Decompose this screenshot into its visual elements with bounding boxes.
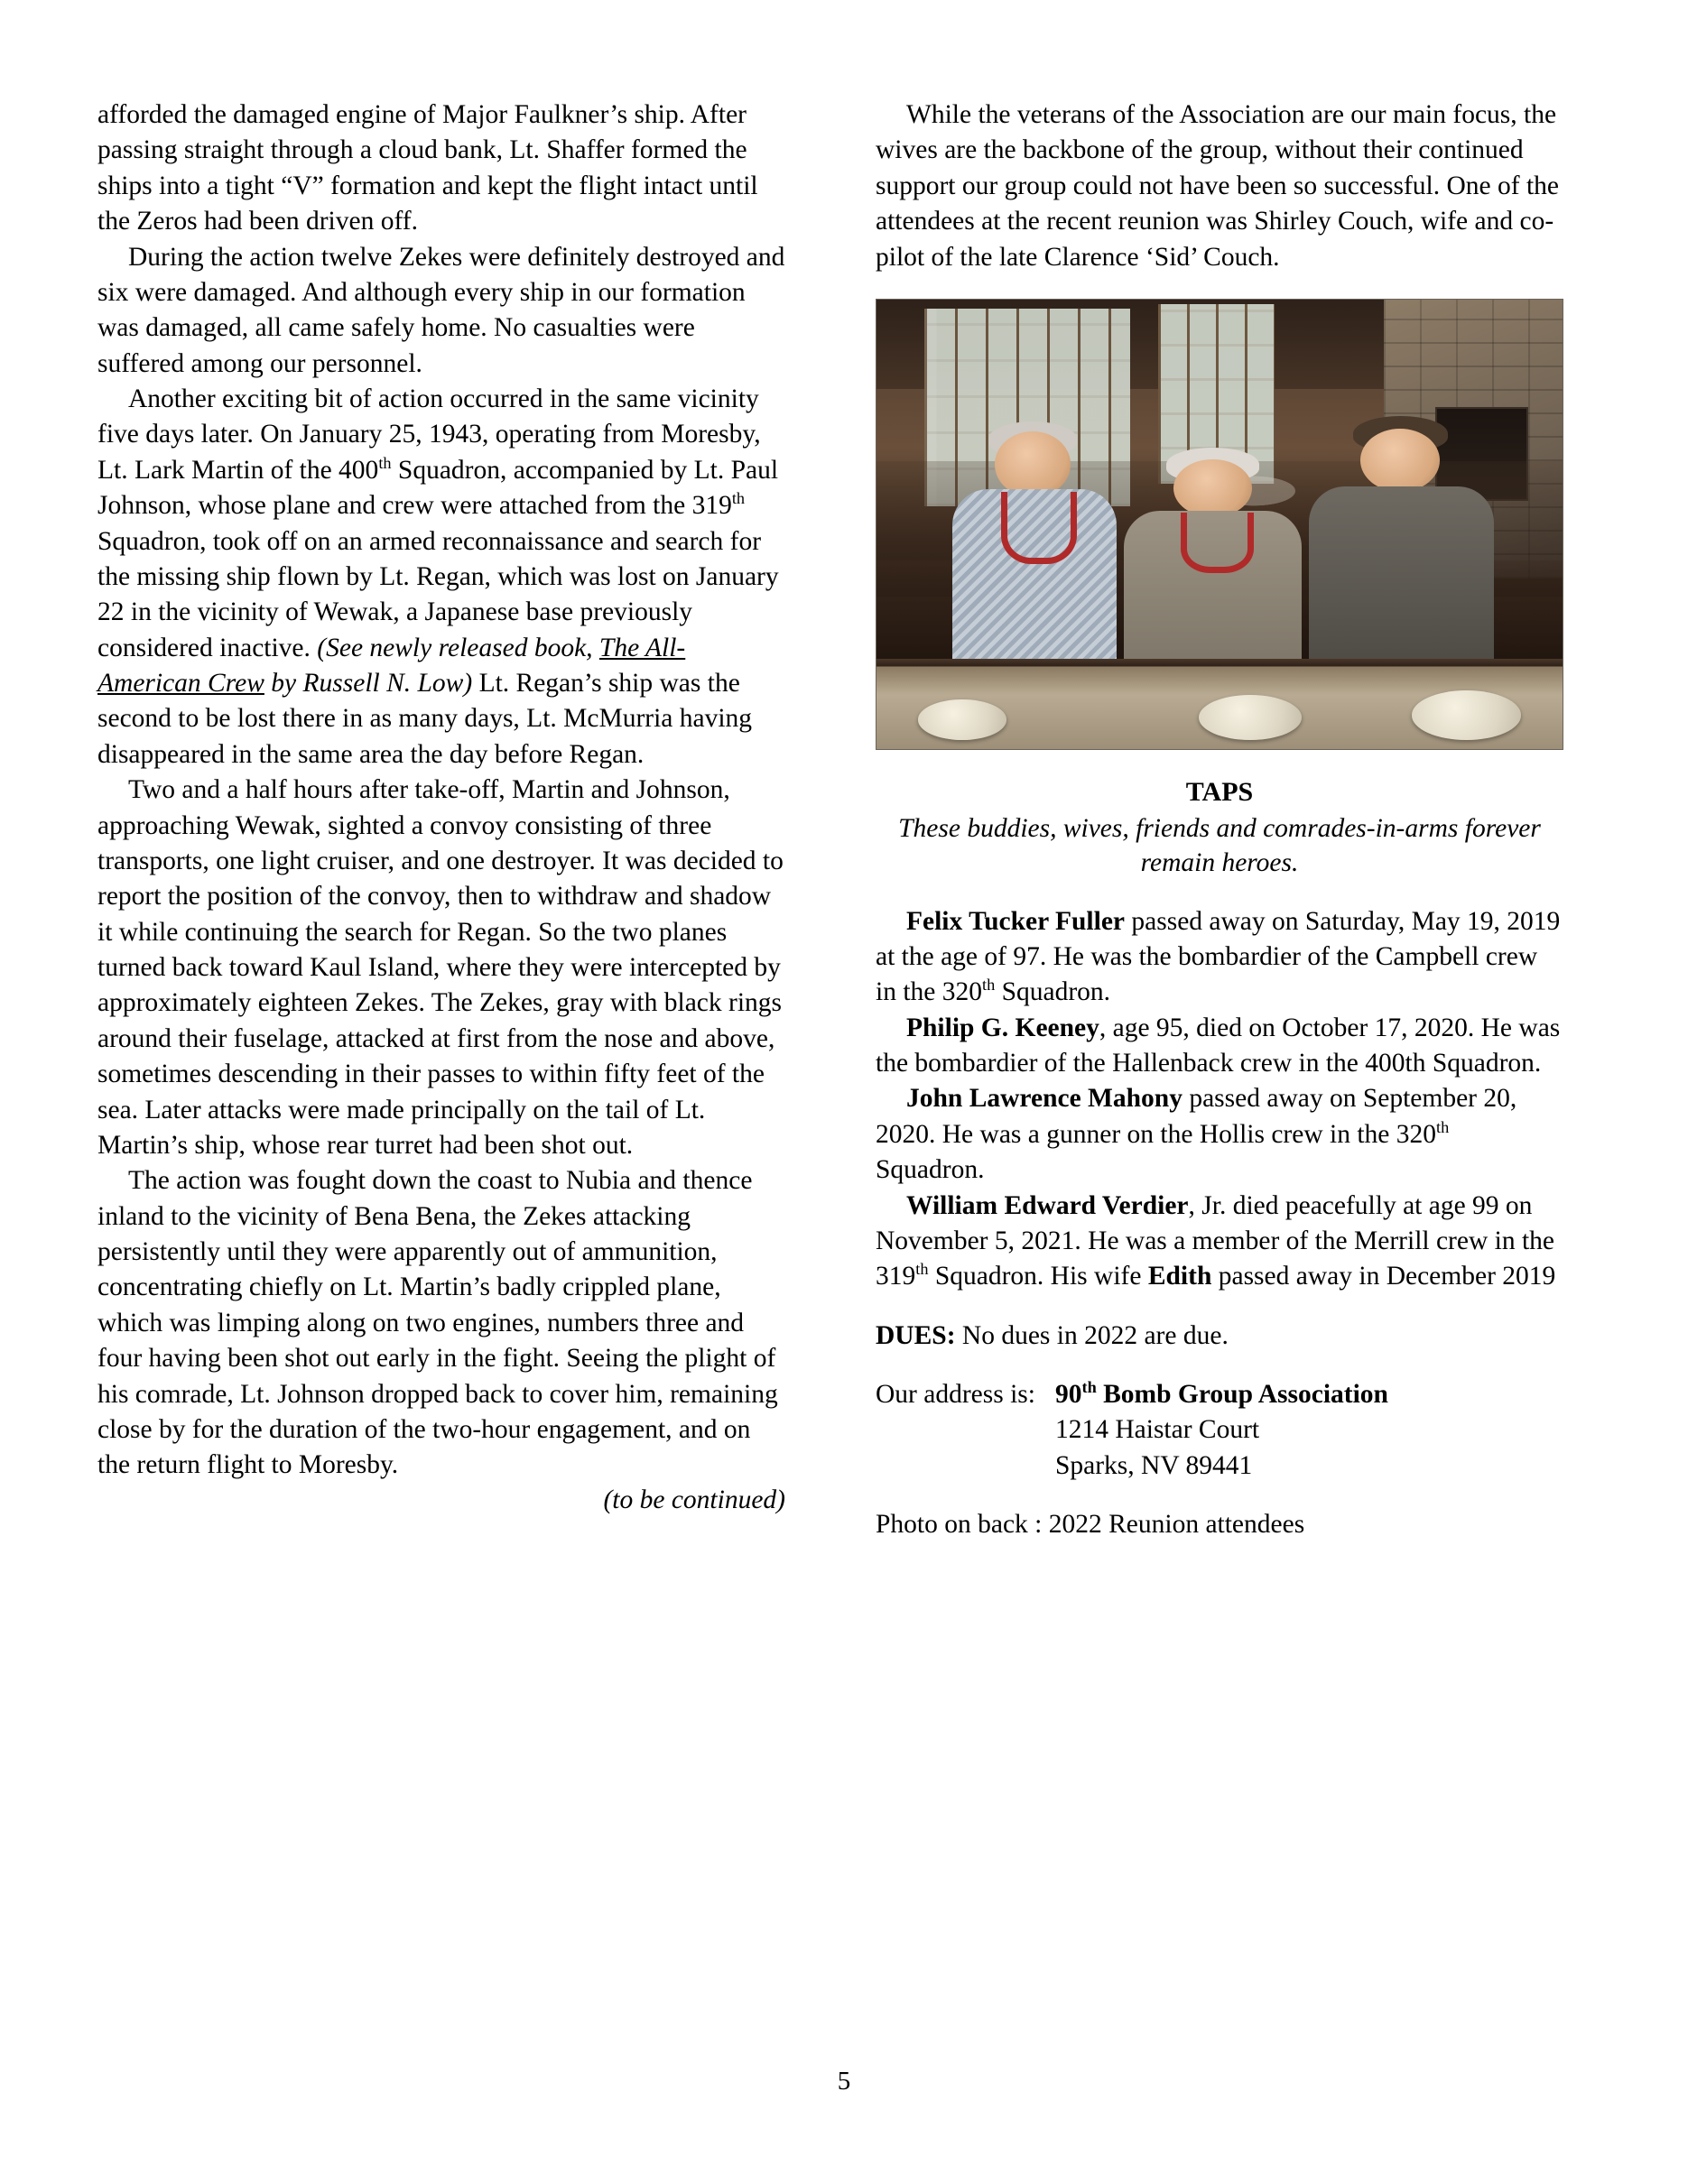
ordinal-suffix-319th: th [731,489,746,508]
paragraph-4-text: Two and a half hours after take-off, Martin and Johnson, approaching Wewak, sighted a convoy consisting of three transports, one light cruiser, and one destroyer. It was decided to report the position of the convoy, then to withdraw and shadow it while continuing the search for Regan. So the two planes turned back toward Kaul Island, where they were intercepted by approximately eighteen Zekes. The Zekes, gray with black rings around their fuselage, attacked at first from the nose and above, sometimes descending in their passes to within fifty feet of the sea. Later attacks were made principally on the tail of Lt. Martin’s ship, whose rear turret had been shot out. [97,775,784,1160]
taps-entry-3 [876,1081,1563,1188]
photo-person-right [1309,416,1494,668]
photo-person-left-head [995,431,1071,497]
taps-entry-3-text: passed away on September 20, 2020. He was a gunner on the Hollis crew in the 320 [876,1084,1517,1149]
taps-subtitle: These buddies, wives, friends and comrades-in-arms forever remain heroes. [898,813,1541,878]
spacer-4 [876,1484,1563,1507]
org-name-text: Bomb Group Association [1096,1380,1388,1410]
photo-person-center-head [1173,459,1252,518]
photo-plate-1 [918,699,1007,740]
paragraph-3-part-3: Squadron, took off on an armed reconnaissance and search for the missing ship flown by Lt. Regan, which was lost on January 22 in the vicinity of Wewak, a Japanese base previously considered inactive. [97,526,779,662]
taps-entry-3-ordinal: th [1436,1117,1450,1136]
taps-entry-4-text-mid: Squadron. His wife [928,1262,1148,1291]
dues-label: DUES: [876,1320,956,1350]
to-be-continued-note: (to be continued) [603,1485,785,1514]
paragraph-3 [97,382,785,773]
taps-entry-4 [876,1189,1563,1295]
reunion-photo [876,299,1563,750]
organization-name [1055,1377,1388,1412]
ordinal-suffix-400th: th [378,453,392,472]
taps-entry-1-ordinal: th [982,976,996,995]
right-text-column [876,97,1563,1542]
paragraph-4 [97,773,785,1163]
photo-person-left-lanyard [1001,492,1076,564]
taps-entry-1-text-end: Squadron. [995,977,1111,1007]
paragraph-3-part-4: Lt. Regan’s ship was the second to be lost there in as many days, Lt. McMurria having disappeared in the same area the day before Regan. [97,669,753,769]
taps-entry-2-text: , age 95, died on October 17, 2020. He was the bombardier of the Hallenback crew in the 400th Squadron. [876,1013,1561,1078]
address-street: 1214 Haistar Court [1054,1415,1260,1445]
paragraph-5-text: The action was fought down the coast to Nubia and thence inland to the vicinity of Bena Bena, the Zekes attacking persistently until they were apparently out of ammunition, concentrating chiefly on Lt. Martin’s badly crippled plane, which was limping along on two engines, numbers three and four having been shot out early in the fight. Seeing the plight of his comrade, Lt. Johnson dropped back to cover him, remaining close by for the duration of the two-hour engagement, and on the return flight to Moresby. [97,1166,778,1480]
taps-entry-3-text-end: Squadron. [876,1155,985,1185]
paragraph-5 [97,1163,785,1483]
photo-person-right-head [1360,429,1440,492]
taps-entry-2 [876,1011,1563,1082]
photo-person-right-shirt [1309,486,1494,668]
spacer [876,881,1563,904]
dues-text: No dues in 2022 are due. [955,1320,1229,1350]
taps-entry-4-wife-name: Edith [1147,1262,1212,1291]
paragraph-2 [97,240,785,383]
taps-entry-1-text: passed away on Saturday, May 19, 2019 at the age of 97. He was the bombardier of the Campbell crew in the 320 [876,906,1561,1007]
photo-person-center-lanyard [1181,513,1254,573]
book-reference-intro: (See newly released book, [317,633,599,662]
page-number: 5 [837,2067,851,2096]
spacer-3 [876,1354,1563,1377]
taps-entry-2-name: Philip G. Keeney [906,1013,1099,1042]
spacer-2 [876,1295,1563,1319]
paragraph-3-part-1: Another exciting bit of action occurred in the same vicinity five days later. On January 25, 1943, operating from Moresby, Lt. Lark Martin of the 400 [97,384,761,485]
taps-entry-1-name: Felix Tucker Fuller [906,906,1126,936]
photo-person-left [952,416,1117,668]
taps-entry-3-name: John Lawrence Mahony [906,1084,1183,1114]
org-ordinal: th [1081,1378,1097,1397]
photo-plate-2 [1199,695,1302,740]
photo-background [876,300,1563,749]
address-city-state-zip: Sparks, NV 89441 [1054,1450,1253,1480]
two-column-layout [97,97,1596,2029]
paragraph-3-part-2: Squadron, accompanied by Lt. Paul Johnson, whose plane and crew were attached from the 319 [97,455,779,521]
book-title: The All-American Crew [97,633,686,698]
paragraph-1 [97,97,785,240]
address-label: Our address is: [876,1380,1035,1410]
photo-plate-3 [1412,690,1522,740]
photo-on-back-note: Photo on back : 2022 Reunion attendees [876,1509,1305,1539]
taps-entry-4-text: , Jr. died peacefully at age 99 on November 5, 2021. He was a member of the Merrill crew in the 319 [876,1190,1555,1291]
address-lines [1055,1377,1388,1484]
left-text-column [97,97,785,1515]
paragraph-1-text: afforded the damaged engine of Major Faulkner’s ship. After passing straight through a cloud bank, Lt. Shaffer formed the ships into a tight “V” formation and kept the flight intact until the Zeros had been driven off. [97,100,758,236]
org-number: 90 [1054,1380,1082,1410]
taps-entry-4-name: William Edward Verdier [906,1190,1189,1220]
taps-entry-4-ordinal: th [915,1260,929,1279]
taps-entry-1 [876,904,1563,1011]
address-block [876,1377,1563,1484]
book-author: by Russell N. Low) [264,669,473,698]
taps-heading: TAPS [1185,776,1254,807]
paragraph-2-text: During the action twelve Zekes were definitely destroyed and six were damaged. And although every ship in our formation was damaged, all came safely home. No casualties were suffered among our personnel. [97,242,785,378]
taps-entry-4-text-end: passed away in December 2019 [1211,1262,1556,1291]
photo-person-center [1124,443,1303,668]
address-row [876,1377,1563,1484]
dues-line [876,1319,1563,1354]
intro-paragraph: While the veterans of the Association are our main focus, the wives are the backbone of the group, without their continued support our group could not have been so successful. One of the attendees at the recent reunion was Shirley Couch, wife and co-pilot of the late Clarence ‘Sid’ Couch. [876,100,1559,272]
